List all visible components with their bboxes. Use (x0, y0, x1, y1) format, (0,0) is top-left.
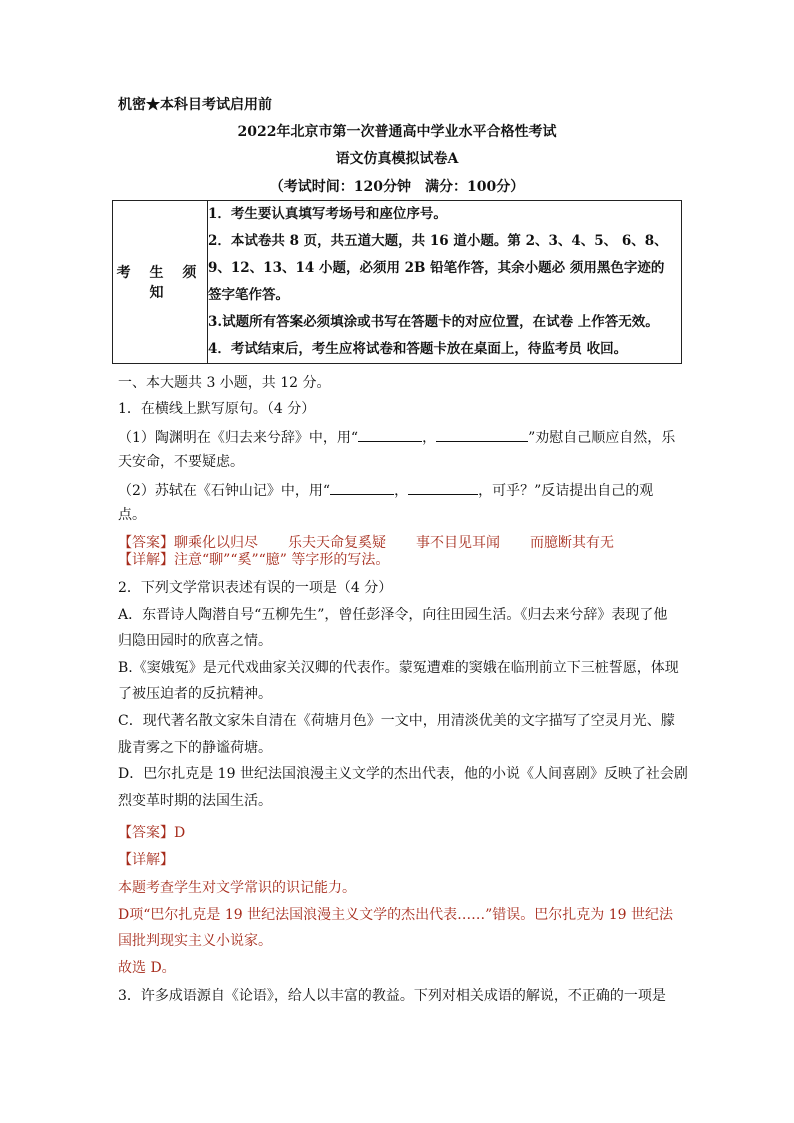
question-2-answer: 【答案】D (118, 825, 186, 841)
option-c: C．现代著名散文家朱自清在《荷塘月色》一文中，用清淡优美的文字描写了空灵月光、朦 (118, 713, 675, 729)
question-1-answer: 【答案】聊乘化以归尽 乐夫天命复奚疑 事不目见耳闻 而臆断其有无 (118, 535, 614, 551)
option-b: B.《窦娥冤》是元代戏曲家关汉卿的代表作。蒙冤遭难的窦娥在临刑前立下三桩誓愿，体现 (118, 660, 679, 676)
notice-body (208, 201, 682, 364)
notice-label: 考 生 须 知 (113, 201, 208, 364)
exam-title: 2022年北京市第一次普通高中学业水平合格性考试 (237, 124, 557, 140)
answer-blank[interactable] (330, 480, 394, 495)
option-b-cont: 了被压迫者的反抗精神。 (118, 686, 272, 702)
notice-line: 9、12、13、14 小题，必须用 2B 铅笔作答，其余小题必 须用黑色字迹的 (208, 260, 665, 276)
question-1-detail: 【详解】注意“聊”“奚”“臆” 等字形的写法。 (118, 552, 390, 568)
question-1-part-1: （1）陶渊明在《归去来兮辞》中，用“ ， ”劝慰自己顺应自然，乐 (118, 427, 675, 447)
candidate-notice-table (112, 200, 682, 364)
question-2-detail: 本题考查学生对文学常识的识记能力。 (118, 880, 356, 896)
question-1-stem: 1．在横线上默写原句。（4 分） (118, 401, 316, 417)
question-1-part-1-cont: 天安命，不要疑虑。 (118, 454, 244, 470)
notice-line: 签字笔作答。 (208, 287, 289, 303)
option-a: A．东晋诗人陶潜自号“五柳先生”，曾任彭泽令，向往田园生活。《归去来兮辞》表现了他 (118, 607, 668, 623)
question-3-stem: 3．许多成语源自《论语》，给人以丰富的教益。下列对相关成语的解说，不正确的一项是 (118, 988, 666, 1004)
answer-blank[interactable] (358, 427, 422, 442)
answer-item: 而臆断其有无 (530, 535, 614, 551)
question-1-part-2: （2）苏轼在《石钟山记》中，用“ ， ，可乎？”反诘提出自己的观 (118, 480, 653, 500)
answer-blank[interactable] (408, 480, 478, 495)
notice-line: 4．考试结束后，考生应将试卷和答题卡放在桌面上，待监考员 收回。 (208, 341, 628, 357)
option-c-cont: 胧青雾之下的静谧荷塘。 (118, 740, 272, 756)
section-heading: 一、本大题共 3 小题，共 12 分。 (118, 375, 331, 391)
answer-item: 乐夫天命复奚疑 (288, 535, 386, 551)
answer-item: 聊乘化以归尽 (174, 535, 258, 551)
notice-line: 2．本试卷共 8 页，共五道大题，共 16 道小题。第 2、3、4、5、 6、8、 (208, 233, 668, 249)
answer-blank[interactable] (436, 427, 528, 442)
question-2-detail-label: 【详解】 (118, 852, 174, 868)
exam-subtitle: 语文仿真模拟试卷A (335, 151, 459, 167)
notice-line: 3.试题所有答案必须填涂或书写在答题卡的对应位置，在试卷 上作答无效。 (208, 314, 659, 330)
option-d-cont: 烈变革时期的法国生活。 (118, 793, 272, 809)
answer-item: 事不目见耳闻 (416, 535, 500, 551)
option-d: D．巴尔扎克是 19 世纪法国浪漫主义文学的杰出代表，他的小说《人间喜剧》反映了社会剧 (118, 766, 688, 782)
question-1-part-2-cont: 点。 (118, 507, 146, 523)
question-2-detail: 故选 D。 (118, 960, 176, 976)
question-2-detail: D项“巴尔扎克是 19 世纪法国浪漫主义文学的杰出代表……”错误。巴尔扎克为 19 世纪法 (118, 907, 673, 923)
question-2-detail: 国批判现实主义小说家。 (118, 933, 272, 949)
exam-info: （考试时间：120分钟 满分：100分） (269, 179, 525, 195)
notice-line: 1．考生要认真填写考场号和座位序号。 (208, 206, 447, 222)
confidential-note: 机密★本科目考试启用前 (118, 97, 272, 113)
question-2-stem: 2．下列文学常识表述有误的一项是（4 分） (118, 580, 393, 596)
option-a-cont: 归隐田园时的欣喜之情。 (118, 633, 272, 649)
